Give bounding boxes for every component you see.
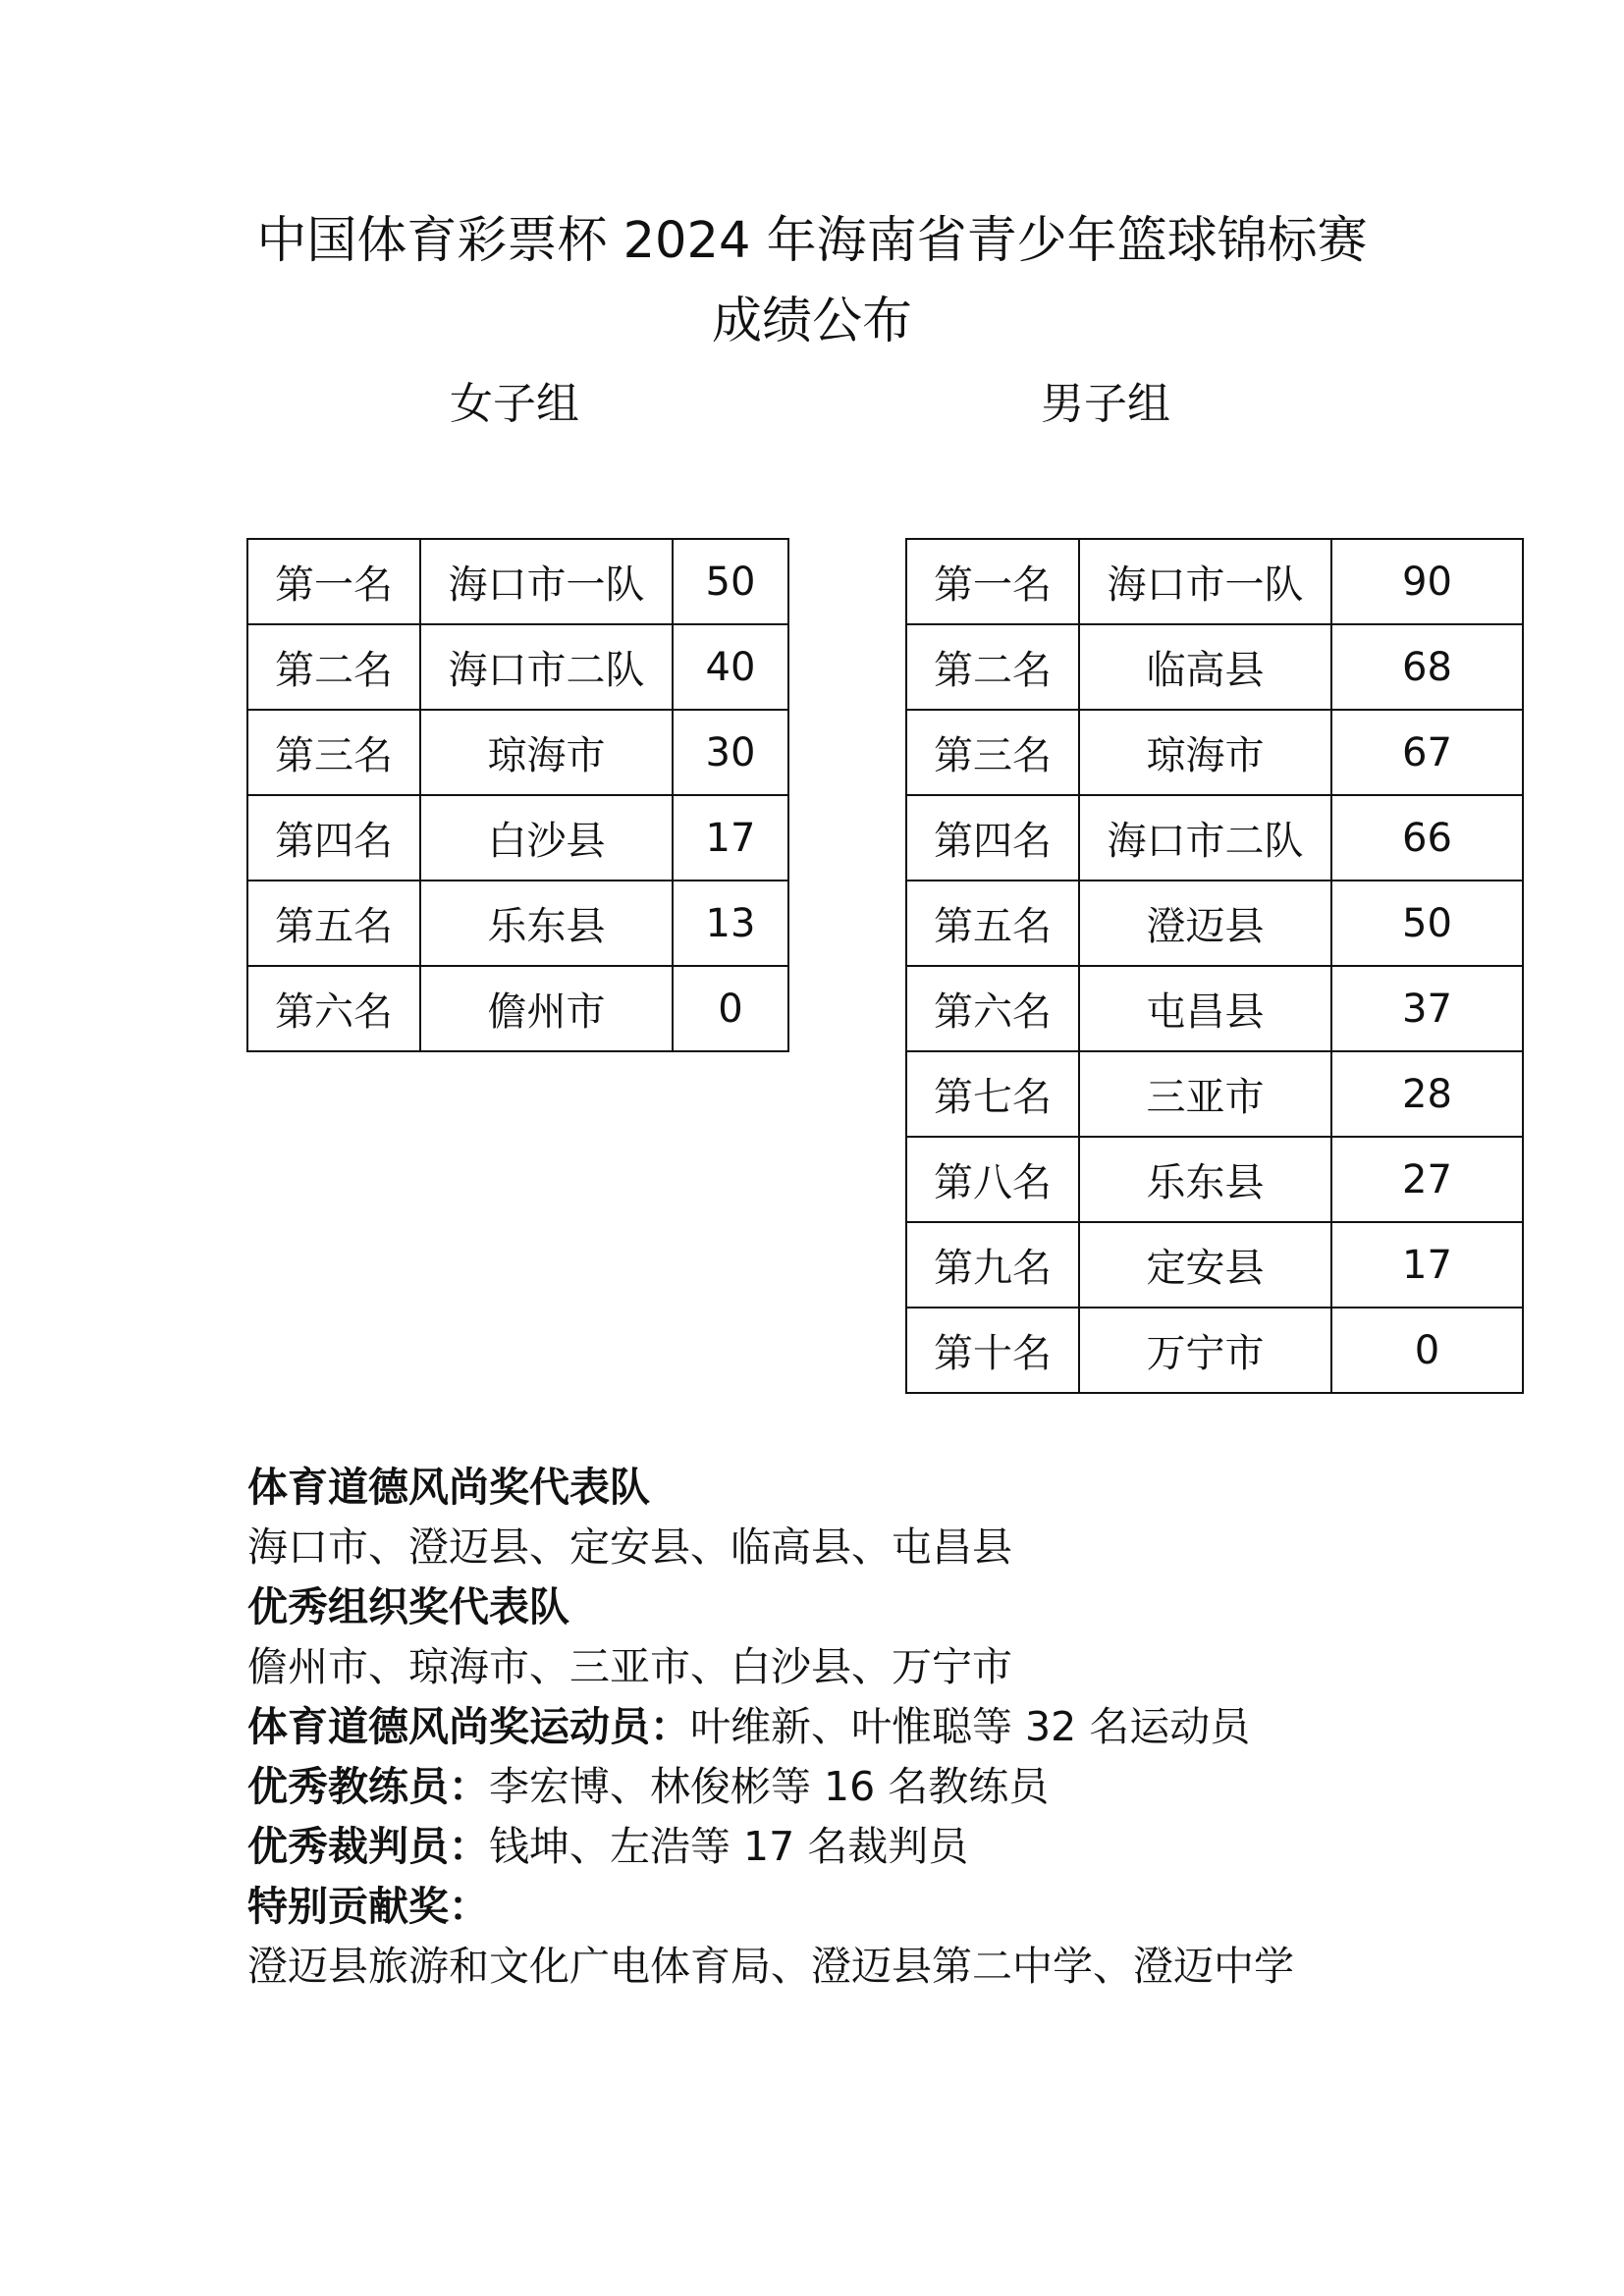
sportsmanship-athlete-value: 叶维新、叶惟聪等 32 名运动员 <box>690 1703 1251 1750</box>
cell-score: 50 <box>673 539 788 624</box>
cell-rank: 第二名 <box>906 624 1079 710</box>
cell-team: 乐东县 <box>1079 1137 1331 1222</box>
sportsmanship-athlete-label: 体育道德风尚奖运动员： <box>247 1703 690 1750</box>
cell-score: 17 <box>1331 1222 1523 1308</box>
cell-score: 0 <box>673 966 788 1051</box>
table-row <box>906 966 1523 1051</box>
cell-team: 海口市二队 <box>1079 795 1331 881</box>
cell-rank: 第四名 <box>247 795 420 881</box>
cell-team: 海口市一队 <box>420 539 673 624</box>
cell-rank: 第三名 <box>247 710 420 795</box>
table-row <box>906 624 1523 710</box>
referee-award-value: 钱坤、左浩等 17 名裁判员 <box>489 1823 969 1870</box>
men-group-label: 男子组 <box>1041 379 1170 429</box>
table-row <box>906 1137 1523 1222</box>
cell-rank: 第四名 <box>906 795 1079 881</box>
women-ranking-table <box>246 538 789 1052</box>
cell-rank: 第五名 <box>247 881 420 966</box>
cell-score: 30 <box>673 710 788 795</box>
cell-score: 67 <box>1331 710 1523 795</box>
special-contribution-label: 特别贡献奖： <box>247 1883 489 1930</box>
women-group-label: 女子组 <box>450 379 579 429</box>
coach-award <box>247 1757 1583 1817</box>
table-row <box>906 795 1523 881</box>
cell-team: 澄迈县 <box>1079 881 1331 966</box>
cell-team: 海口市一队 <box>1079 539 1331 624</box>
sportsmanship-athlete-award <box>247 1697 1583 1757</box>
table-row <box>906 539 1523 624</box>
cell-score: 28 <box>1331 1051 1523 1137</box>
cell-rank: 第五名 <box>906 881 1079 966</box>
cell-team: 临高县 <box>1079 624 1331 710</box>
cell-score: 50 <box>1331 881 1523 966</box>
cell-score: 27 <box>1331 1137 1523 1222</box>
cell-score: 68 <box>1331 624 1523 710</box>
table-row <box>906 1308 1523 1393</box>
cell-rank: 第六名 <box>906 966 1079 1051</box>
cell-team: 屯昌县 <box>1079 966 1331 1051</box>
cell-team: 琼海市 <box>420 710 673 795</box>
cell-rank: 第八名 <box>906 1137 1079 1222</box>
cell-team: 三亚市 <box>1079 1051 1331 1137</box>
document-subtitle: 成绩公布 <box>711 293 912 350</box>
cell-rank: 第一名 <box>247 539 420 624</box>
awards-section <box>247 1458 1583 1997</box>
cell-team: 白沙县 <box>420 795 673 881</box>
coach-award-label: 优秀教练员： <box>247 1763 489 1810</box>
sportsmanship-team-list: 海口市、澄迈县、定安县、临高县、屯昌县 <box>247 1523 1012 1571</box>
table-row <box>247 795 788 881</box>
sportsmanship-team-heading: 体育道德风尚奖代表队 <box>247 1464 650 1511</box>
cell-score: 37 <box>1331 966 1523 1051</box>
cell-rank: 第九名 <box>906 1222 1079 1308</box>
referee-award <box>247 1817 1583 1877</box>
cell-score: 17 <box>673 795 788 881</box>
cell-team: 琼海市 <box>1079 710 1331 795</box>
cell-score: 90 <box>1331 539 1523 624</box>
cell-rank: 第一名 <box>906 539 1079 624</box>
cell-score: 40 <box>673 624 788 710</box>
table-row <box>906 1051 1523 1137</box>
table-row <box>247 624 788 710</box>
organization-team-list: 儋州市、琼海市、三亚市、白沙县、万宁市 <box>247 1643 1012 1690</box>
cell-score: 66 <box>1331 795 1523 881</box>
cell-team: 儋州市 <box>420 966 673 1051</box>
men-ranking-table <box>905 538 1524 1394</box>
organization-team-heading: 优秀组织奖代表队 <box>247 1583 569 1630</box>
document-title: 中国体育彩票杯 2024 年海南省青少年篮球锦标赛 <box>256 212 1368 270</box>
cell-rank: 第二名 <box>247 624 420 710</box>
cell-score: 0 <box>1331 1308 1523 1393</box>
table-row <box>247 966 788 1051</box>
table-row <box>247 710 788 795</box>
table-row <box>247 881 788 966</box>
cell-rank: 第六名 <box>247 966 420 1051</box>
cell-rank: 第七名 <box>906 1051 1079 1137</box>
table-row <box>906 710 1523 795</box>
cell-score: 13 <box>673 881 788 966</box>
cell-rank: 第三名 <box>906 710 1079 795</box>
cell-team: 海口市二队 <box>420 624 673 710</box>
referee-award-label: 优秀裁判员： <box>247 1823 489 1870</box>
cell-team: 定安县 <box>1079 1222 1331 1308</box>
table-row <box>906 881 1523 966</box>
special-contribution-value: 澄迈县旅游和文化广电体育局、澄迈县第二中学、澄迈中学 <box>247 1943 1294 1990</box>
cell-rank: 第十名 <box>906 1308 1079 1393</box>
table-row <box>247 539 788 624</box>
cell-team: 乐东县 <box>420 881 673 966</box>
coach-award-value: 李宏博、林俊彬等 16 名教练员 <box>489 1763 1050 1810</box>
table-row <box>906 1222 1523 1308</box>
cell-team: 万宁市 <box>1079 1308 1331 1393</box>
